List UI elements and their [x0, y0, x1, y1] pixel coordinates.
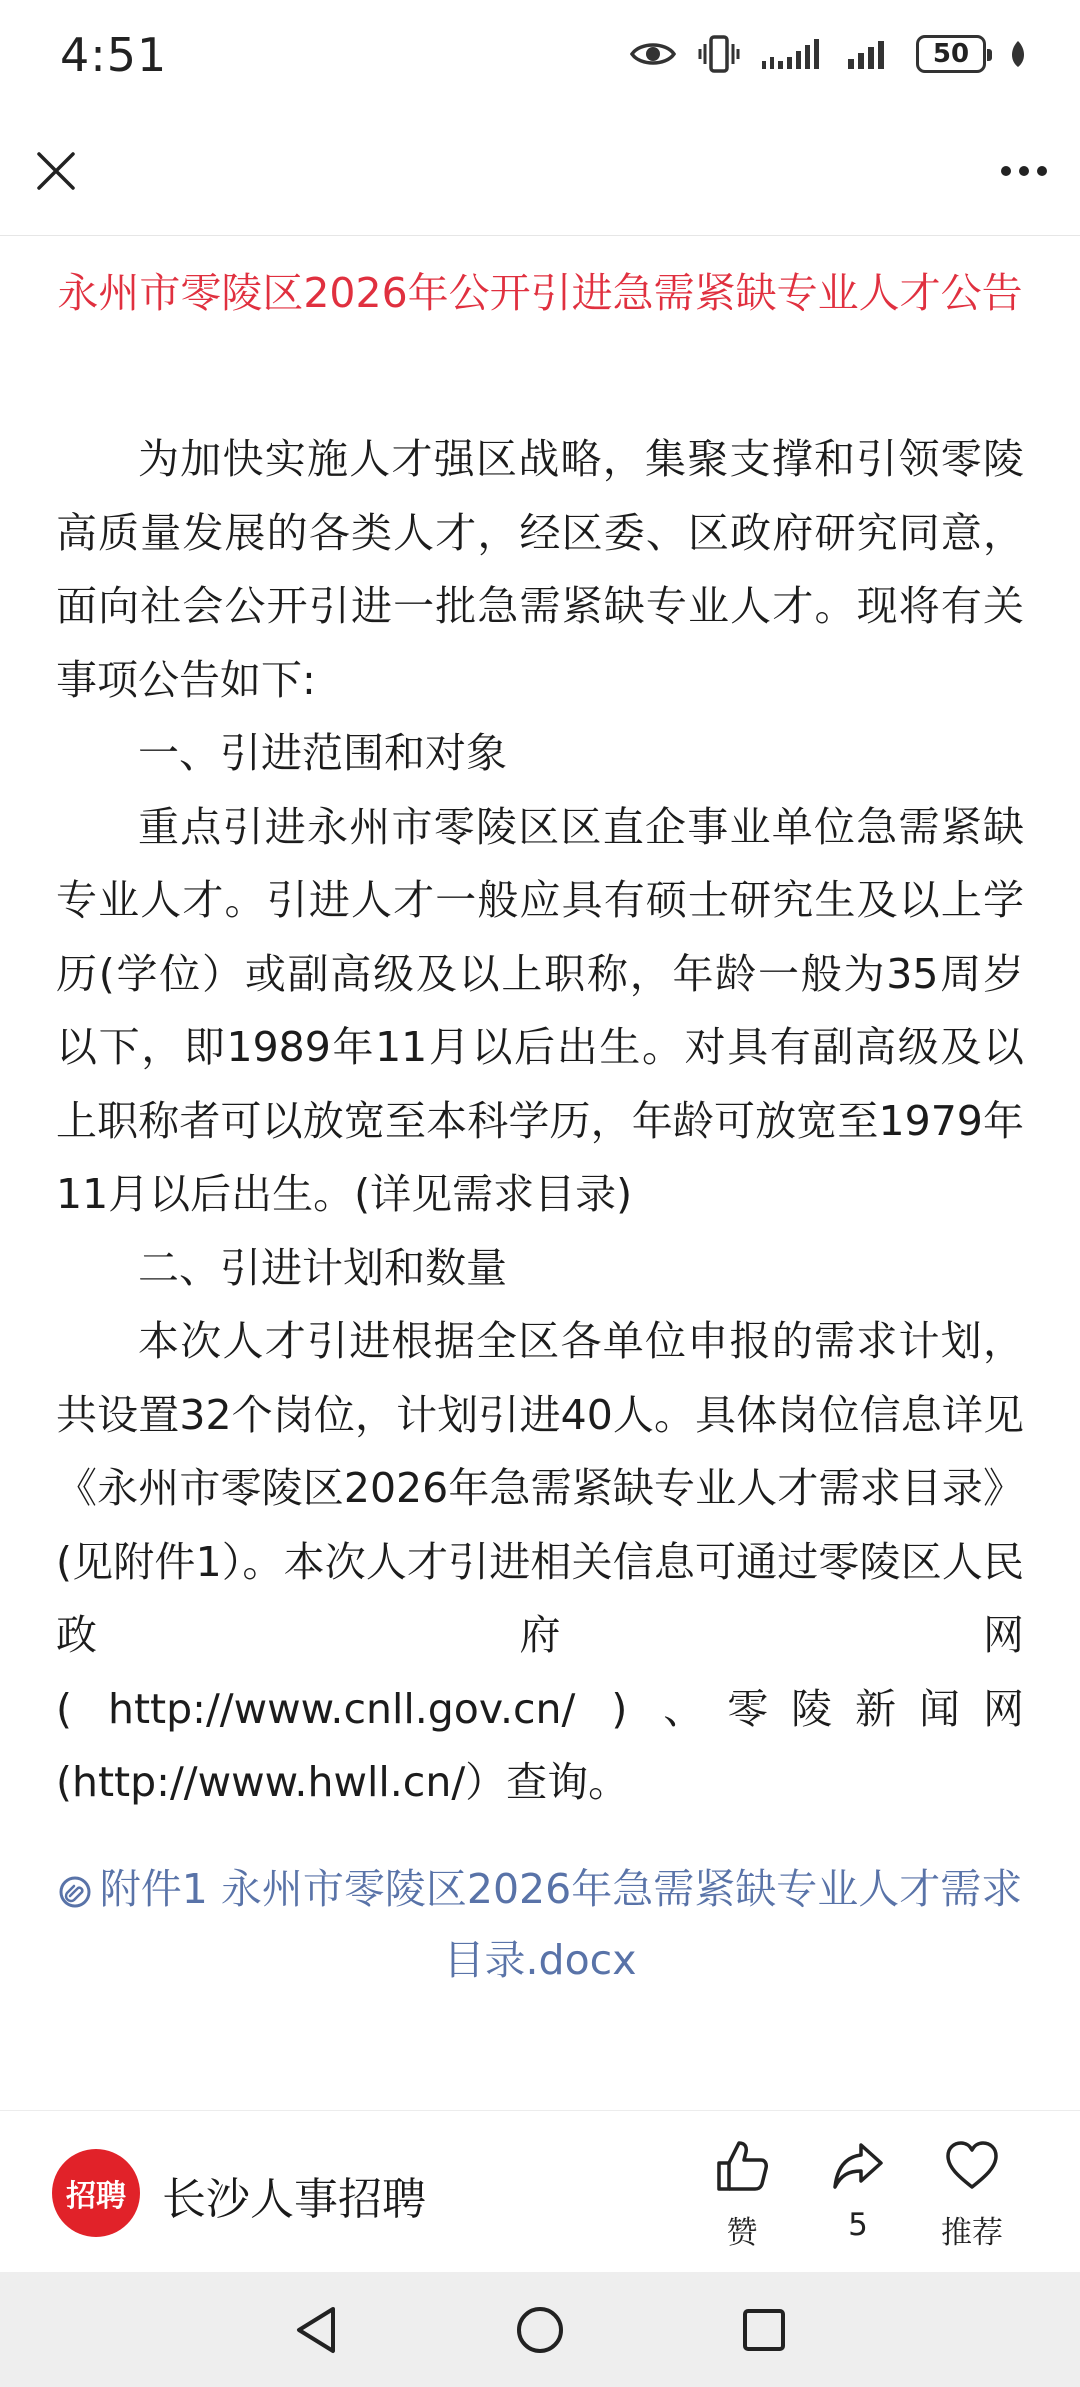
recommend-label: 推荐 [941, 2215, 1003, 2251]
system-nav-bar [0, 2272, 1080, 2387]
article-content [56, 236, 1024, 2110]
section1-heading: 一、引进范围和对象 [138, 729, 507, 777]
back-triangle-icon [293, 2305, 339, 2355]
like-label: 赞 [726, 2215, 758, 2251]
vibrate-icon [698, 34, 740, 74]
like-button[interactable] [692, 2139, 792, 2252]
section2-body-urls: ( http://www.cnll.gov.cn/ ) 、零陵新闻网 [56, 1684, 1024, 1733]
home-button[interactable] [510, 2300, 570, 2360]
heart-icon [944, 2139, 1000, 2193]
share-button[interactable] [808, 2139, 908, 2243]
section2-heading: 二、引进计划和数量 [138, 1243, 507, 1292]
recommend-button[interactable] [922, 2139, 1022, 2252]
share-count: 5 [848, 2207, 868, 2243]
intro-paragraph: 为加快实施人才强区战略，集聚支撑和引领零陵高质量发展的各类人才，经区委、区政府研究同意，面向社会公开引进一批急需紧缺专业人才。现将有关事项公告如下: [56, 435, 1024, 704]
status-icons [630, 30, 1028, 78]
account-name[interactable]: 长沙人事招聘 [162, 2174, 426, 2225]
attachment-link[interactable] [56, 1854, 1024, 1996]
signal-icon [762, 37, 826, 71]
eye-icon [630, 39, 676, 69]
more-button[interactable] [992, 143, 1056, 199]
nav-bar [0, 110, 1080, 236]
more-dot [1001, 166, 1011, 176]
share-icon [831, 2139, 885, 2193]
battery-level: 50 [932, 39, 970, 69]
recents-button[interactable] [734, 2300, 794, 2360]
back-button[interactable] [286, 2300, 346, 2360]
more-dot [1019, 166, 1029, 176]
recents-square-icon [741, 2307, 787, 2353]
account-avatar[interactable]: 招聘 [52, 2149, 140, 2237]
home-circle-icon [515, 2305, 565, 2355]
leaf-icon [1008, 39, 1028, 69]
signal-icon-2 [848, 37, 894, 71]
author-bar [0, 2110, 1080, 2272]
section2-body: 本次人才引进根据全区各单位申报的需求计划，共设置32个岗位，计划引进40人。具体岗位信息详见《永州市零陵区2026年急需紧缺专业人才需求目录》(见附件1）。本次人才引进相关信息可通过零陵区人民政府网 [56, 1317, 1024, 1659]
more-dot [1037, 166, 1047, 176]
section2-body-tail: (http://www.hwll.cn/）查询。 [56, 1758, 630, 1806]
close-button[interactable] [28, 143, 84, 199]
thumbs-up-icon [715, 2139, 769, 2193]
close-icon [36, 151, 76, 191]
section1-body: 重点引进永州市零陵区区直企事业单位急需紧缺专业人才。引进人才一般应具有硕士研究生及以上学历(学位）或副高级及以上职称，年龄一般为35周岁以下，即1989年11月以后出生。对具有副高级及以上职称者可以放宽至本科学历，年龄可放宽至1979年11月以后出生。(详见需求目录) [56, 802, 1024, 1218]
battery-indicator [916, 35, 986, 73]
attachment-icon [58, 1875, 92, 1909]
status-bar [0, 0, 1080, 110]
attachment-label: 附件1 永州市零陵区2026年急需紧缺专业人才需求目录.docx [99, 1864, 1023, 1984]
status-time: 4:51 [60, 28, 168, 82]
article-title: 永州市零陵区2026年公开引进急需紧缺专业人才公告 [57, 269, 1023, 317]
